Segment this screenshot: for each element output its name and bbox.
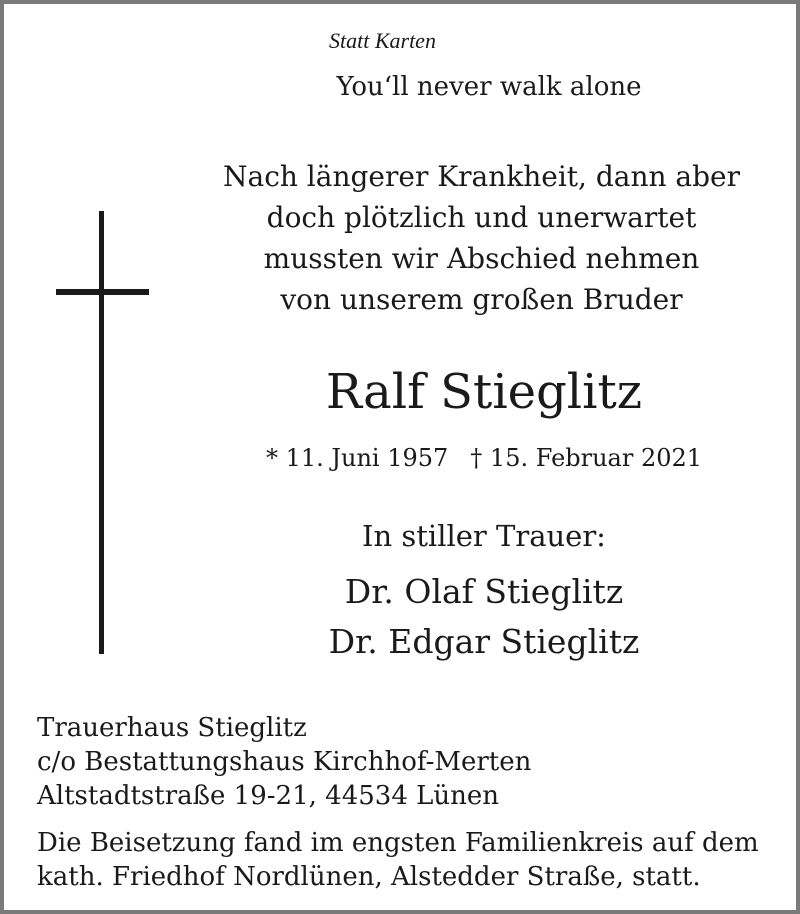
address-line: Altstadtstraße 19-21, 44534 Lünen bbox=[37, 781, 500, 811]
mourning-house-address bbox=[37, 711, 531, 813]
intro-line: Nach längerer Krankheit, dann aber bbox=[223, 160, 740, 193]
mourner-name: Dr. Edgar Stieglitz bbox=[328, 622, 640, 661]
address-line: Trauerhaus Stieglitz bbox=[37, 713, 307, 743]
mourning-heading: In stiller Trauer: bbox=[362, 519, 606, 553]
intro-line: doch plötzlich und unerwartet bbox=[266, 201, 697, 234]
death-date: † 15. Februar 2021 bbox=[470, 444, 703, 472]
cross-horizontal-bar bbox=[56, 289, 149, 295]
mourner-name: Dr. Olaf Stieglitz bbox=[344, 572, 624, 611]
deceased-name: Ralf Stieglitz bbox=[325, 364, 643, 420]
note-line: Die Beisetzung fand im engsten Familienkreis auf dem bbox=[37, 828, 759, 858]
burial-note bbox=[37, 826, 759, 894]
cross-vertical-bar bbox=[99, 211, 104, 654]
note-line: kath. Friedhof Nordlünen, Alstedder Straße, statt. bbox=[37, 862, 701, 892]
intro-line: mussten wir Abschied nehmen bbox=[263, 242, 700, 275]
statt-karten-label: Statt Karten bbox=[329, 28, 436, 53]
life-dates bbox=[259, 444, 709, 472]
motto-text: You‘ll never walk alone bbox=[336, 72, 642, 102]
intro-text bbox=[209, 156, 754, 320]
intro-line: von unserem großen Bruder bbox=[280, 283, 683, 316]
birth-date: * 11. Juni 1957 bbox=[265, 444, 449, 472]
address-line: c/o Bestattungshaus Kirchhof-Merten bbox=[37, 747, 532, 777]
